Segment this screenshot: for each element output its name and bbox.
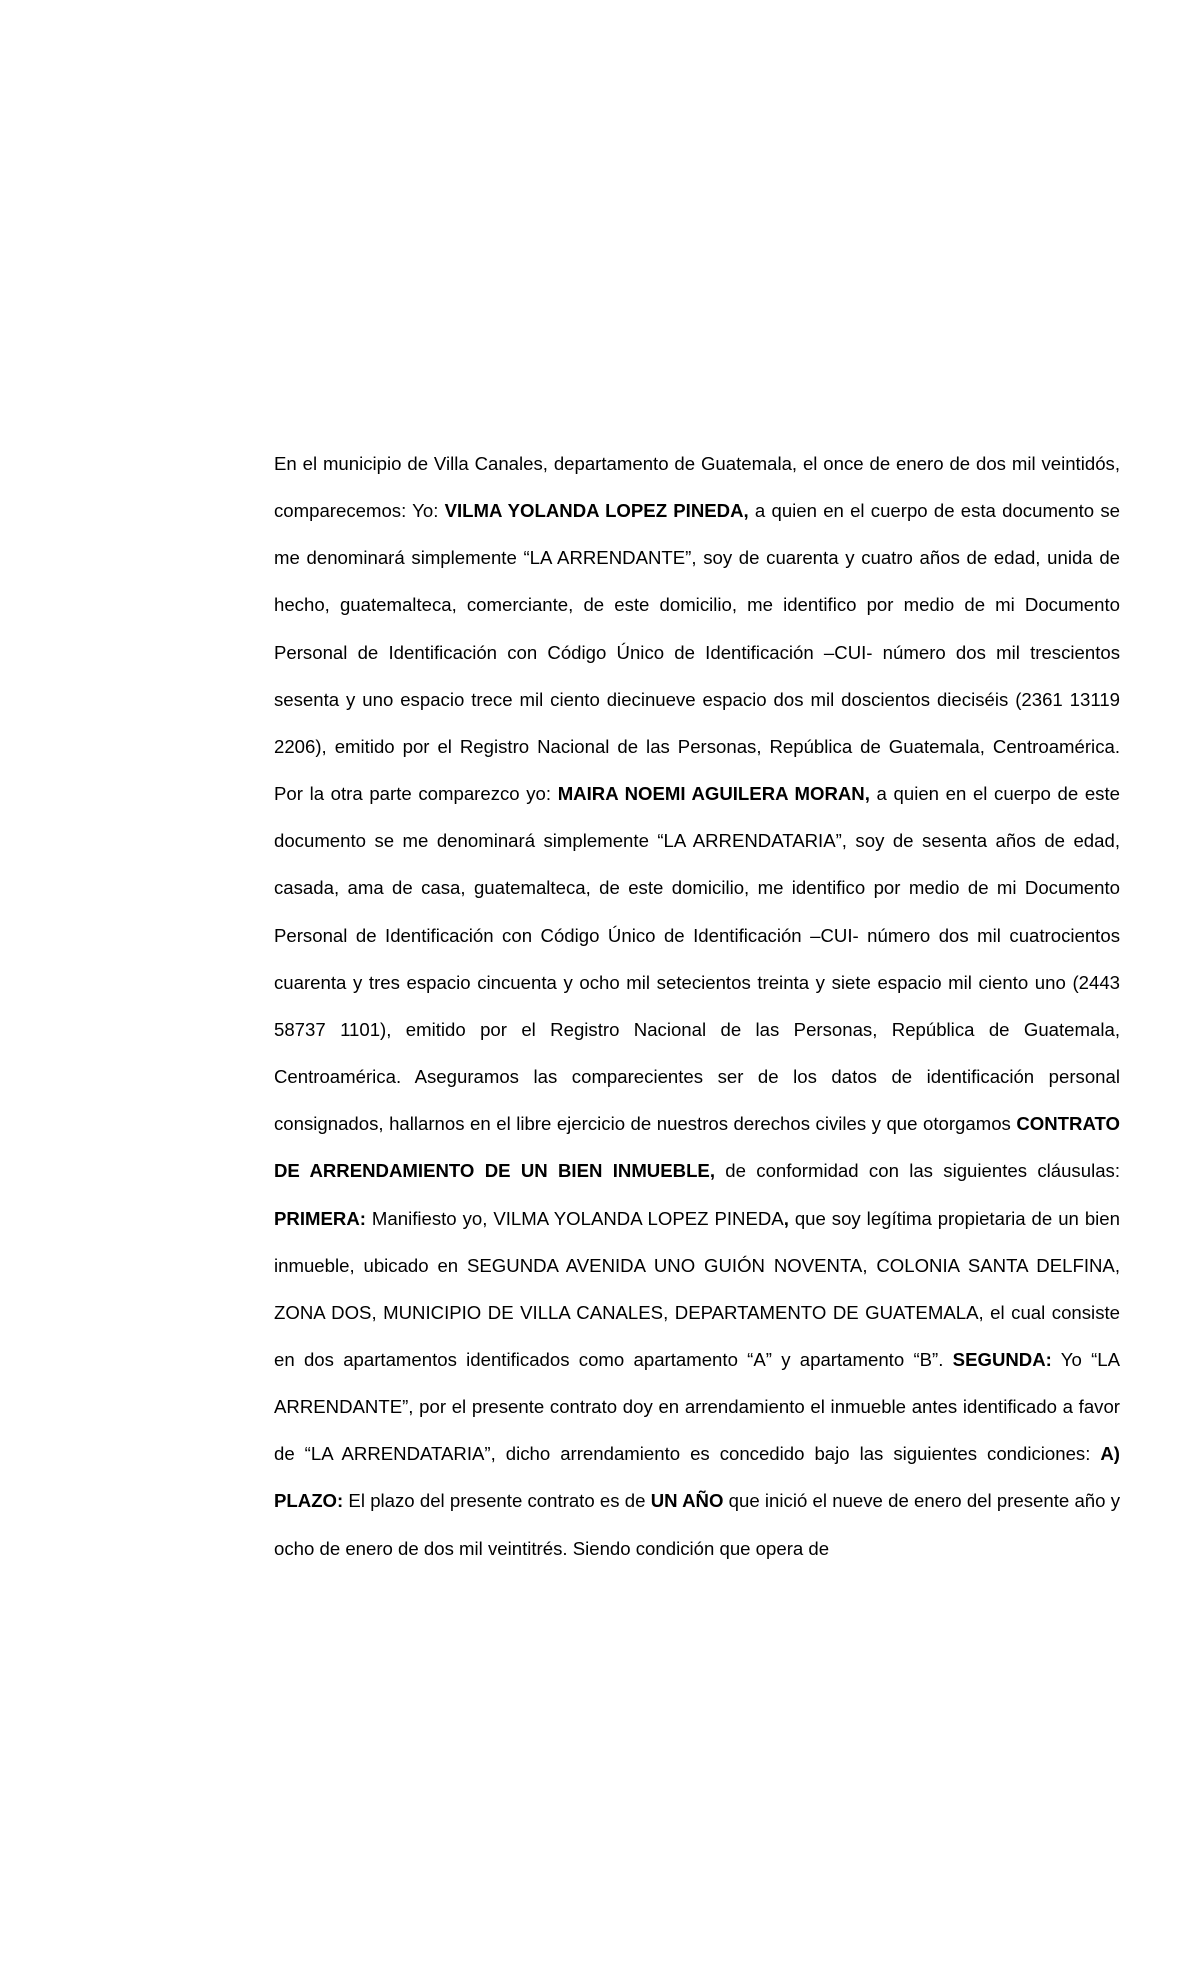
- bold-run: A) PLAZO:: [274, 1443, 1120, 1512]
- bold-run: CONTRATO DE ARRENDAMIENTO DE UN BIEN INMUEBLE,: [274, 1113, 1120, 1182]
- text-run: Yo “LA ARRENDANTE”, por el presente contrato doy en arrendamiento el inmueble antes identificado a favor de “LA ARRENDATARIA”, dicho arrendamiento es concedido bajo las siguientes condiciones:: [274, 1348, 1121, 1465]
- text-run: En el municipio de Villa Canales, departamento de Guatemala, el once de enero de dos mil veintidós, comparecemos: Yo:: [274, 453, 1120, 522]
- bold-run: VILMA YOLANDA LOPEZ PINEDA,: [444, 500, 749, 522]
- text-run: que soy legítima propietaria de un bien inmueble, ubicado en SEGUNDA AVENIDA UNO GUIÓN NOVENTA, COLONIA SANTA DELFINA, ZONA DOS, MUNICIPIO DE VILLA CANALES, DEPARTAMENTO DE GUATEMALA, el cual consiste en dos apartamentos identificados como apartamento “A” y apartamento “B”.: [274, 1207, 1120, 1370]
- text-run: de conformidad con las siguientes cláusulas:: [715, 1160, 1121, 1182]
- bold-run: MAIRA NOEMI AGUILERA MORAN,: [557, 783, 870, 805]
- text-run: que inició el nueve de enero del presente año y ocho de enero de dos mil veintitrés. Siendo condición que opera de: [274, 1490, 1120, 1559]
- bold-run: PRIMERA:: [274, 1207, 366, 1229]
- text-run: Manifiesto yo, VILMA YOLANDA LOPEZ PINEDA: [365, 1207, 784, 1229]
- text-run: El plazo del presente contrato es de: [343, 1490, 651, 1512]
- text-run: a quien en el cuerpo de esta documento se me denominará simplemente “LA ARRENDANTE”, soy de cuarenta y cuatro años de edad, unida de hecho, guatemalteca, comerciante, de este domicilio, me identifico por medio de mi Documento Personal de Identificación con Código Único de Identificación –CUI- número dos mil trescientos sesenta y uno espacio trece mil ciento diecinueve espacio dos mil doscientos dieciséis (2361 13119 2206), emitido por el Registro Nacional de las Personas, República de Guatemala, Centroamérica. Por la otra parte comparezco yo:: [274, 500, 1120, 805]
- bold-run: UN AÑO: [650, 1490, 724, 1512]
- contract-paragraph: [274, 440, 1120, 1572]
- text-run: a quien en el cuerpo de este documento se me denominará simplemente “LA ARRENDATARIA”, soy de sesenta años de edad, casada, ama de casa, guatemalteca, de este domicilio, me identifico por medio de mi Documento Personal de Identificación con Código Único de Identificación –CUI- número dos mil cuatrocientos cuarenta y tres espacio cincuenta y ocho mil setecientos treinta y siete espacio mil ciento uno (2443 58737 1101), emitido por el Registro Nacional de las Personas, República de Guatemala, Centroamérica. Aseguramos las comparecientes ser de los datos de identificación personal consignados, hallarnos en el libre ejercicio de nuestros derechos civiles y que otorgamos: [274, 783, 1120, 1135]
- bold-run: ,: [783, 1207, 789, 1229]
- bold-run: SEGUNDA:: [952, 1348, 1052, 1370]
